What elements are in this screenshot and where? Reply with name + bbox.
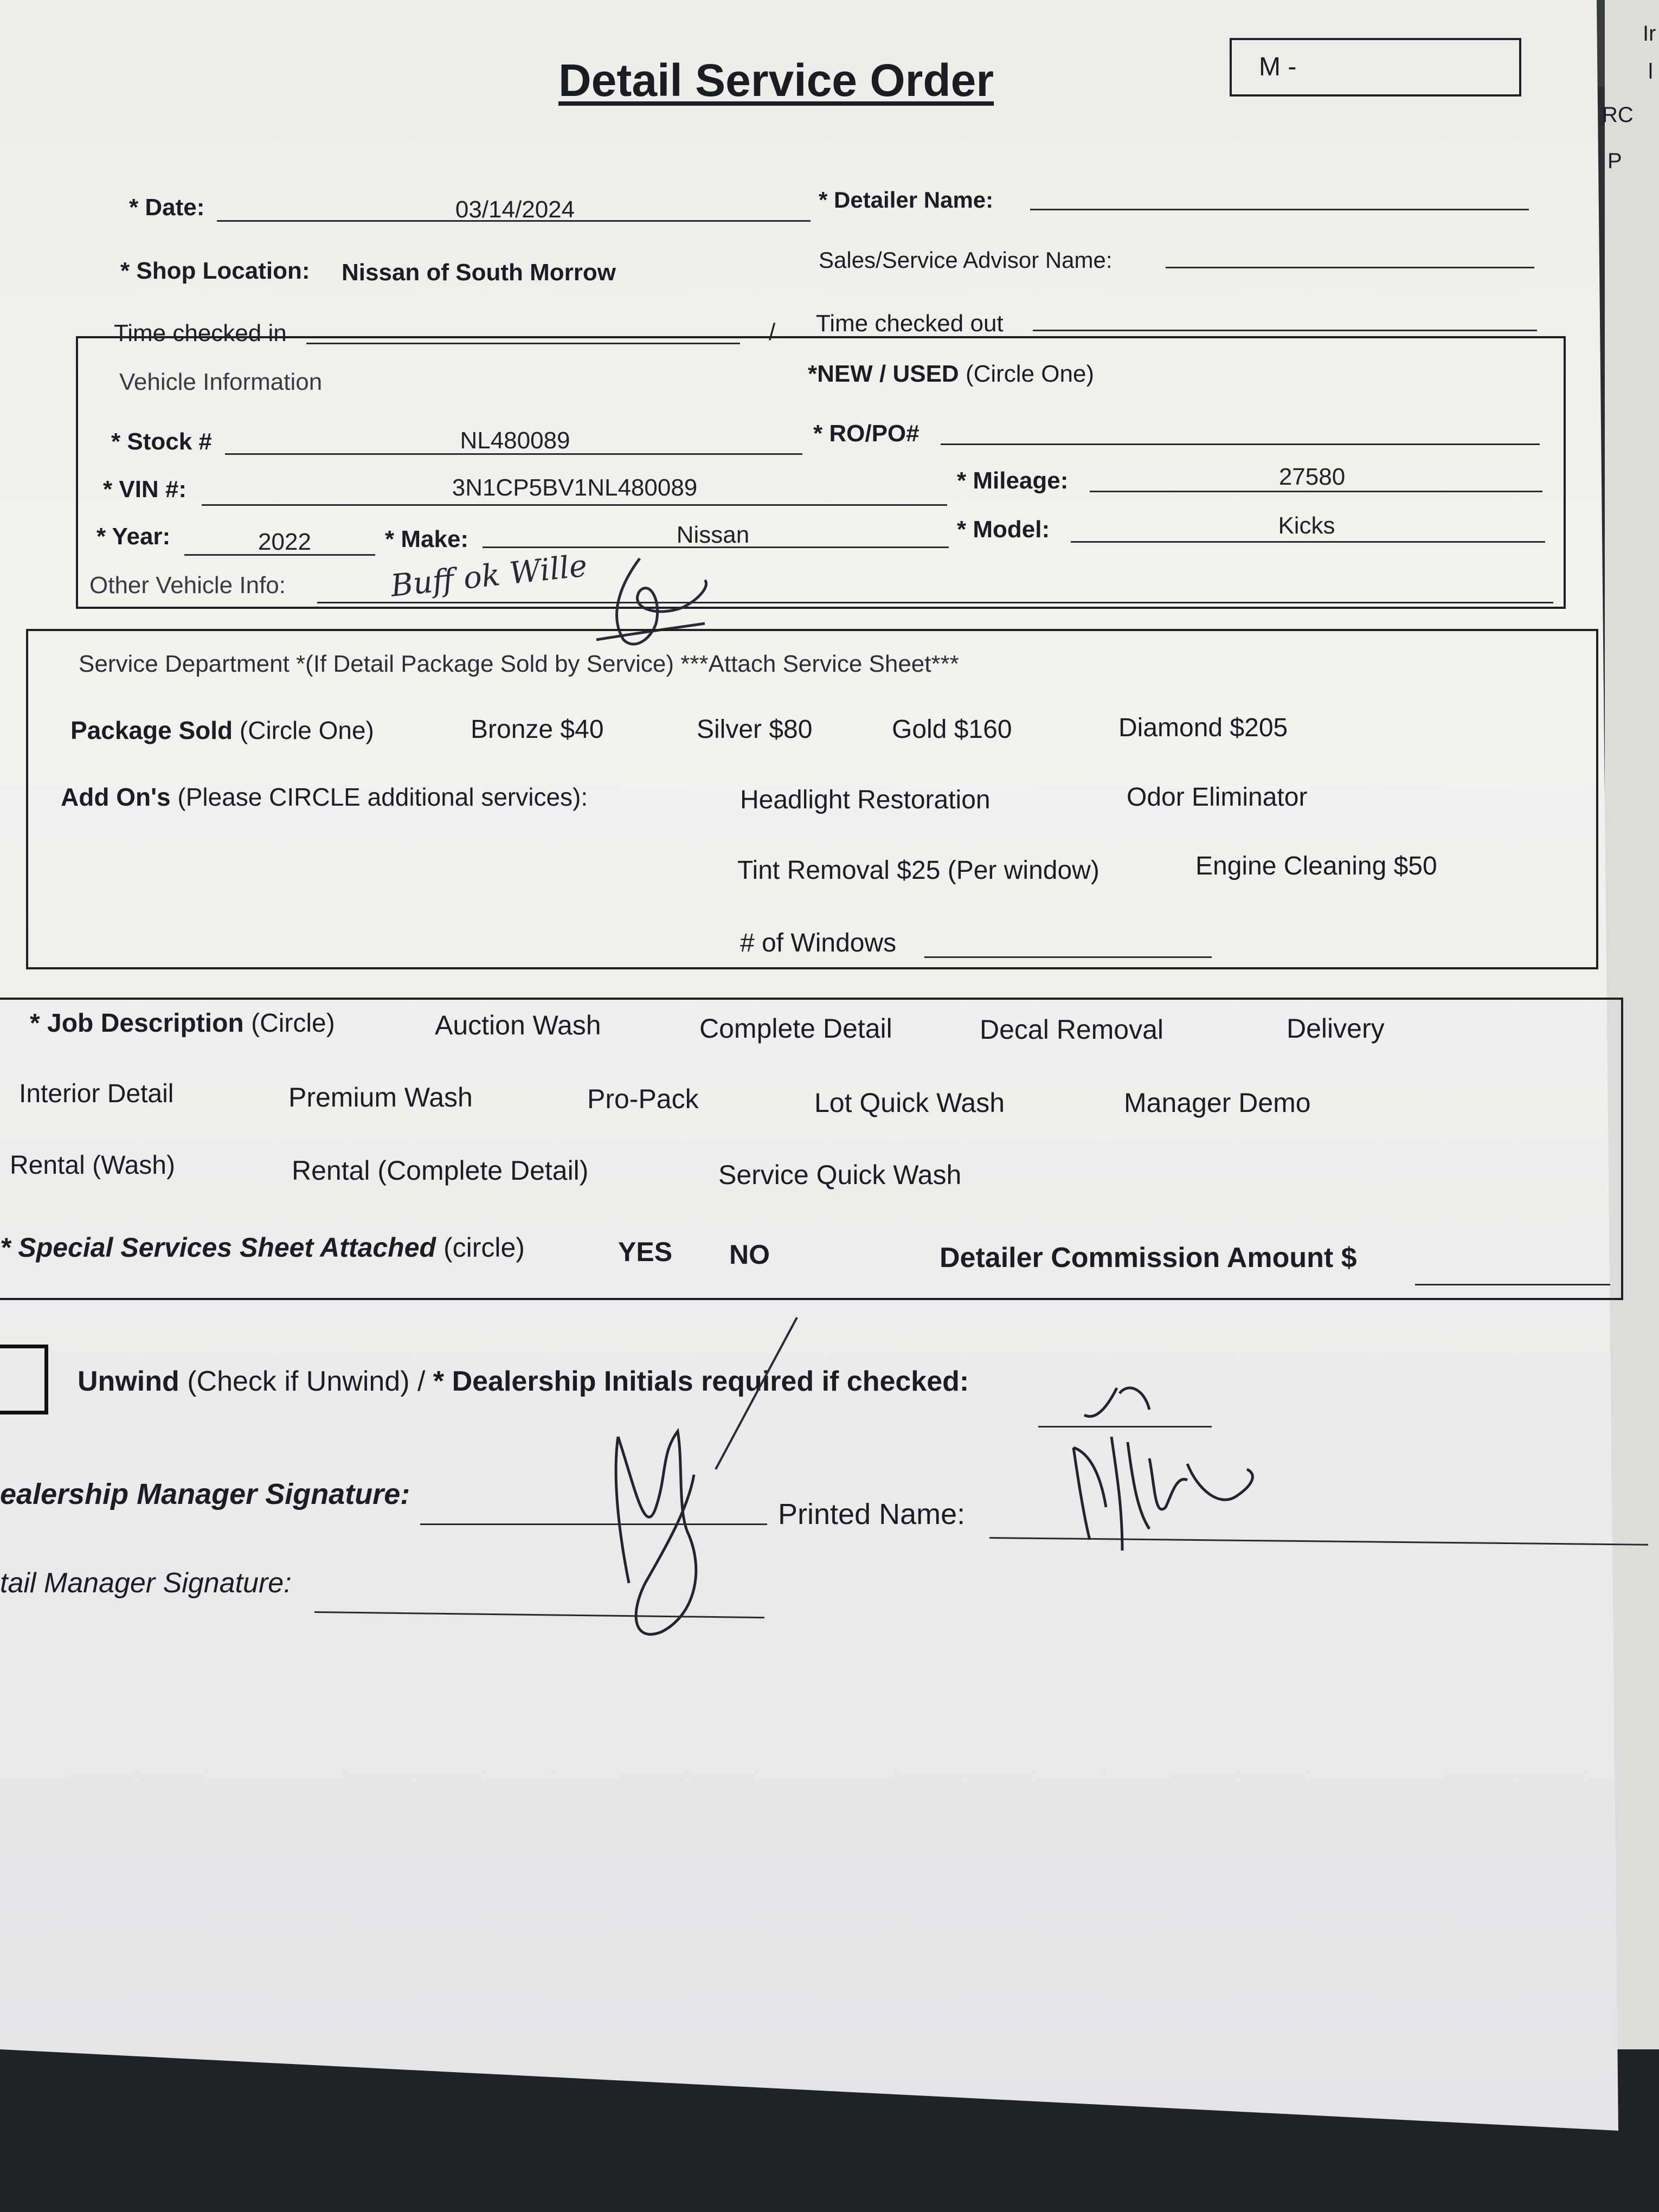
edge-text: P bbox=[1607, 149, 1622, 173]
package-sold-title: Package Sold bbox=[70, 716, 233, 744]
addons-note: (Please CIRCLE additional services): bbox=[177, 783, 588, 811]
stock-label: * Stock # bbox=[111, 428, 212, 455]
time-in-label: Time checked in bbox=[114, 320, 287, 346]
addons-label bbox=[61, 782, 588, 812]
job-interior-detail[interactable]: Interior Detail bbox=[19, 1079, 174, 1108]
unwind-title: Unwind bbox=[78, 1366, 179, 1397]
job-premium-wash[interactable]: Premium Wash bbox=[288, 1082, 473, 1113]
detailer-name-line[interactable] bbox=[1030, 209, 1529, 210]
printed-name-signature bbox=[1041, 1377, 1274, 1578]
package-gold[interactable]: Gold $160 bbox=[892, 715, 1012, 744]
order-number-box[interactable] bbox=[1230, 38, 1521, 97]
job-delivery[interactable]: Delivery bbox=[1287, 1013, 1385, 1044]
addon-odor-eliminator[interactable]: Odor Eliminator bbox=[1127, 783, 1308, 812]
job-manager-demo[interactable]: Manager Demo bbox=[1124, 1088, 1311, 1118]
year-label: * Year: bbox=[97, 523, 171, 550]
service-department-header: Service Department *(If Detail Package Sold by Service) ***Attach Service Sheet*** bbox=[79, 651, 959, 677]
windows-count-line[interactable] bbox=[924, 956, 1212, 958]
dealership-manager-signature bbox=[596, 1420, 737, 1643]
ro-po-line[interactable] bbox=[941, 443, 1540, 445]
advisor-label: Sales/Service Advisor Name: bbox=[819, 247, 1113, 273]
make-label: * Make: bbox=[385, 526, 469, 552]
ro-po-label: * RO/PO# bbox=[813, 420, 919, 447]
vehicle-info-label: Vehicle Information bbox=[119, 369, 323, 395]
package-silver[interactable]: Silver $80 bbox=[697, 715, 813, 744]
addon-headlight-restoration[interactable]: Headlight Restoration bbox=[740, 786, 991, 814]
job-complete-detail[interactable]: Complete Detail bbox=[699, 1013, 892, 1044]
detail-manager-signature-label: tail Manager Signature: bbox=[0, 1567, 292, 1599]
package-diamond[interactable]: Diamond $205 bbox=[1118, 713, 1288, 742]
shop-location-label: * Shop Location: bbox=[120, 258, 310, 284]
dealership-manager-signature-label: ealership Manager Signature: bbox=[0, 1478, 410, 1510]
unwind-checkbox[interactable] bbox=[0, 1345, 48, 1414]
package-sold-label bbox=[70, 716, 374, 745]
job-decal-removal[interactable]: Decal Removal bbox=[980, 1014, 1164, 1045]
job-description-title: * Job Description bbox=[30, 1009, 244, 1038]
model-label: * Model: bbox=[957, 516, 1050, 543]
vin-label: * VIN #: bbox=[103, 476, 187, 503]
special-services-label bbox=[0, 1232, 525, 1263]
detailer-name-label: * Detailer Name: bbox=[819, 187, 994, 213]
job-description-note: (Circle) bbox=[251, 1009, 335, 1038]
model-value: Kicks bbox=[1278, 512, 1335, 539]
other-vehicle-info-label: Other Vehicle Info: bbox=[89, 572, 286, 599]
make-value: Nissan bbox=[676, 522, 750, 548]
package-bronze[interactable]: Bronze $40 bbox=[471, 715, 604, 744]
dealership-initials-label: * Dealership Initials required if checked: bbox=[433, 1366, 969, 1397]
package-sold-note: (Circle One) bbox=[239, 716, 374, 744]
special-services-title: * Special Services Sheet Attached bbox=[0, 1232, 436, 1263]
date-label: * Date: bbox=[129, 194, 205, 221]
new-used-options[interactable]: *NEW / USED bbox=[808, 361, 959, 387]
year-value: 2022 bbox=[258, 529, 311, 555]
advisor-line[interactable] bbox=[1166, 267, 1534, 268]
special-services-note: (circle) bbox=[443, 1232, 525, 1263]
addon-tint-removal[interactable]: Tint Removal $25 (Per window) bbox=[737, 856, 1099, 885]
commission-line[interactable] bbox=[1415, 1284, 1610, 1285]
job-service-quick-wash[interactable]: Service Quick Wash bbox=[718, 1160, 962, 1190]
edge-text: RC bbox=[1602, 103, 1634, 127]
job-auction-wash[interactable]: Auction Wash bbox=[435, 1010, 601, 1040]
form-title: Detail Service Order bbox=[558, 55, 994, 106]
shop-location-value: Nissan of South Morrow bbox=[342, 259, 616, 286]
windows-count-label: # of Windows bbox=[740, 929, 897, 957]
addon-engine-cleaning[interactable]: Engine Cleaning $50 bbox=[1195, 852, 1437, 880]
time-out-line[interactable] bbox=[1033, 330, 1537, 331]
new-used-label bbox=[808, 361, 1094, 388]
job-lot-quick-wash[interactable]: Lot Quick Wash bbox=[814, 1088, 1005, 1118]
date-value: 03/14/2024 bbox=[455, 196, 575, 223]
vin-value: 3N1CP5BV1NL480089 bbox=[452, 474, 698, 501]
unwind-note: (Check if Unwind) / bbox=[187, 1366, 426, 1397]
mileage-line[interactable] bbox=[1090, 491, 1542, 492]
job-rental-complete-detail[interactable]: Rental (Complete Detail) bbox=[292, 1155, 589, 1186]
mileage-value: 27580 bbox=[1278, 464, 1346, 490]
order-number: M - bbox=[1259, 53, 1297, 81]
other-vehicle-info-handwriting: Buff ok Wille bbox=[389, 548, 589, 604]
printed-name-label: Printed Name: bbox=[778, 1498, 966, 1531]
edge-text: Ir bbox=[1643, 22, 1656, 46]
addons-title: Add On's bbox=[61, 783, 171, 811]
time-out-label: Time checked out bbox=[816, 310, 1004, 337]
vin-line[interactable] bbox=[202, 504, 947, 506]
other-vehicle-info-line[interactable] bbox=[317, 602, 1553, 603]
stock-value: NL480089 bbox=[460, 427, 570, 454]
special-services-no[interactable]: NO bbox=[729, 1239, 770, 1270]
new-used-note: (Circle One) bbox=[965, 361, 1095, 387]
time-separator: / bbox=[769, 319, 776, 345]
job-rental-wash[interactable]: Rental (Wash) bbox=[10, 1151, 175, 1180]
special-services-yes[interactable]: YES bbox=[618, 1237, 673, 1267]
job-pro-pack[interactable]: Pro-Pack bbox=[587, 1084, 699, 1114]
edge-text: l bbox=[1648, 60, 1653, 83]
mileage-label: * Mileage: bbox=[957, 467, 1069, 494]
unwind-label bbox=[78, 1365, 969, 1398]
model-line[interactable] bbox=[1071, 541, 1545, 543]
commission-label: Detailer Commission Amount $ bbox=[940, 1242, 1357, 1274]
job-description-label bbox=[30, 1008, 335, 1038]
